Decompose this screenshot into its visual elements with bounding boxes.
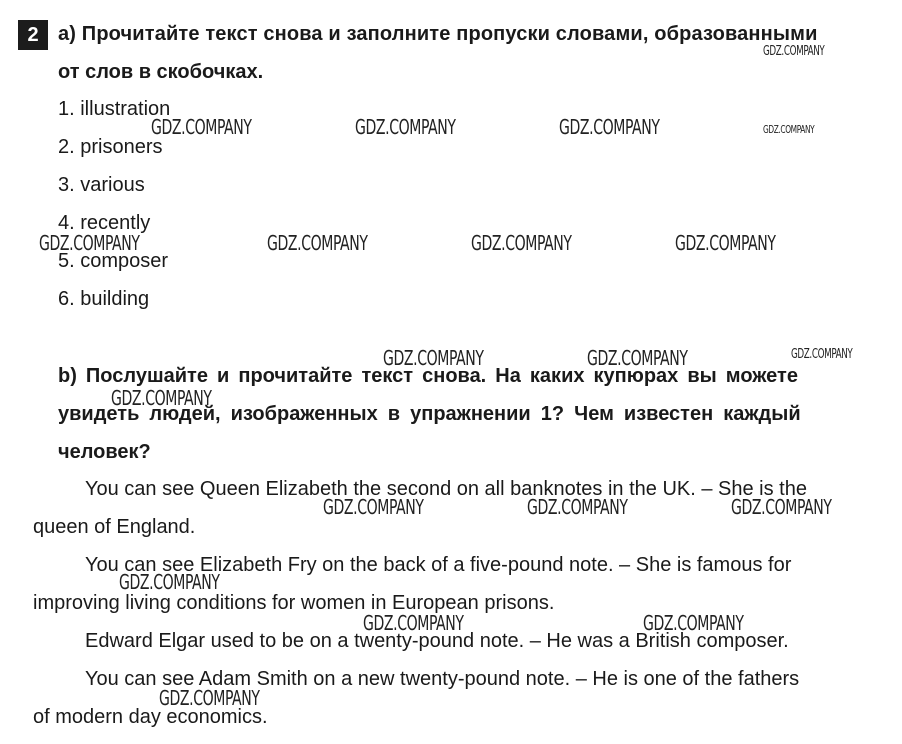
task-b-heading-line2: увидеть людей, изображенных в упражнении 1? Чем известен каждый — [58, 403, 801, 425]
paragraph-3-line1: Edward Elgar used to be on a twenty-pound note. – He was a British composer. — [85, 630, 789, 652]
answer-item-2: 2. prisoners — [58, 136, 163, 158]
watermark: GDZ.COMPANY — [151, 115, 252, 139]
answer-item-3: 3. various — [58, 174, 145, 196]
watermark: GDZ.COMPANY — [267, 231, 368, 255]
task-a-heading-line2: от слов в скобочках. — [58, 61, 264, 83]
answer-item-6: 6. building — [58, 288, 150, 310]
watermark: GDZ.COMPANY — [643, 611, 744, 635]
paragraph-4-line2: of modern day economics. — [33, 706, 268, 728]
answer-item-4: 4. recently — [58, 212, 151, 234]
watermark: GDZ.COMPANY — [355, 115, 456, 139]
paragraph-1-line2: queen of England. — [33, 516, 196, 538]
watermark: GDZ.COMPANY — [731, 495, 832, 519]
watermark: GDZ.COMPANY — [383, 346, 484, 370]
watermark: GDZ.COMPANY — [527, 495, 628, 519]
watermark: GDZ.COMPANY — [763, 123, 815, 136]
paragraph-1-line1: You can see Queen Elizabeth the second on all banknotes in the UK. – She is the — [85, 478, 807, 500]
watermark: GDZ.COMPANY — [791, 347, 853, 362]
task-b-heading-line1: b) Послушайте и прочитайте текст снова. На каких купюрах вы можете — [58, 365, 798, 387]
watermark: GDZ.COMPANY — [323, 495, 424, 519]
answer-item-5: 5. composer — [58, 250, 169, 272]
task-b-heading-line3: человек? — [58, 441, 151, 463]
answer-item-1: 1. illustration — [58, 98, 171, 120]
watermark: GDZ.COMPANY — [675, 231, 776, 255]
watermark: GDZ.COMPANY — [39, 231, 140, 255]
paragraph-4-line1: You can see Adam Smith on a new twenty-pound note. – He is one of the fathers — [85, 668, 800, 690]
watermark: GDZ.COMPANY — [111, 386, 212, 410]
watermark: GDZ.COMPANY — [559, 115, 660, 139]
watermark: GDZ.COMPANY — [159, 686, 260, 710]
watermark: GDZ.COMPANY — [763, 44, 825, 59]
exercise-number-badge: 2 — [18, 20, 48, 50]
paragraph-2-line1: You can see Elizabeth Fry on the back of a five-pound note. – She is famous for — [85, 554, 792, 576]
task-a-heading-line1: a) Прочитайте текст снова и заполните пропуски словами, образованными — [58, 23, 818, 45]
watermark: GDZ.COMPANY — [587, 346, 688, 370]
watermark: GDZ.COMPANY — [363, 611, 464, 635]
watermark: GDZ.COMPANY — [471, 231, 572, 255]
paragraph-2-line2: improving living conditions for women in European prisons. — [33, 592, 555, 614]
watermark: GDZ.COMPANY — [119, 570, 220, 594]
